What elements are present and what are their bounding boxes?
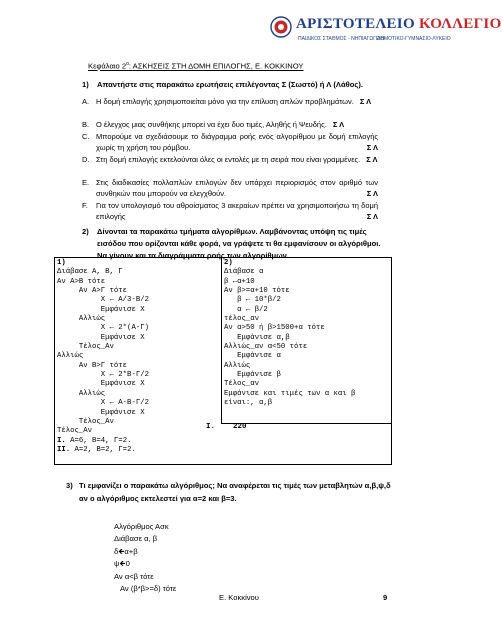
code-line: είναι:, α,β <box>224 399 273 408</box>
school-seal-icon <box>270 16 292 38</box>
code-line: Χ ← Α/3-Β/2 <box>57 296 149 305</box>
item-text: Μπορούμε να σχεδιάσουμε το διάγραμμα ροής ενός αλγορίθμου με δομή επιλογής χωρίς τη χρήση του ρόμβου. <box>96 132 378 153</box>
code-line: α ← β/2 <box>224 305 268 314</box>
algorithm-1-code <box>57 259 149 455</box>
answer-label: Ι. <box>206 423 216 431</box>
code-line: Εμφάνισε Χ <box>57 333 145 342</box>
code-line: Τέλος_αν <box>224 380 260 389</box>
answer-value: 220 <box>233 423 247 431</box>
q1-item-e <box>82 177 378 200</box>
page-number: 9 <box>383 593 388 602</box>
item-statement: Στη δομή επιλογής εκτελούνται όλες οι εντολές με τη σειρά που είναι γραμμένες. <box>96 155 361 164</box>
code-line: Αλλιώς_αν α<50 τότε <box>224 343 308 352</box>
question-2-number: 2) <box>82 227 89 236</box>
algo-line: ψ🡸0 <box>114 559 130 569</box>
algo-line: Αν α<β τότε <box>114 571 154 581</box>
algorithm-2-answer <box>206 423 247 431</box>
item-letter: F. <box>82 201 88 210</box>
algorithm-code-box <box>54 257 392 465</box>
question-3-algorithm <box>114 521 176 595</box>
code-line: Εμφάνισε α,β <box>224 333 290 342</box>
algorithm-2-code <box>224 259 355 409</box>
item-text <box>82 119 378 130</box>
true-false-choice: Σ Λ <box>366 155 378 164</box>
footer-author: Ε. Κοκκίνου <box>219 593 259 602</box>
chapter-prefix: Κεφάλαιο 2 <box>88 61 127 71</box>
code-line: Αν α>50 ή β>1500+α τότε <box>224 324 325 333</box>
item-text <box>82 96 378 107</box>
code-line: β ←α+10 <box>224 277 255 286</box>
code-line: Χ ← Α-Β-Γ/2 <box>57 399 149 408</box>
code-line: Αν Α>Β τότε <box>57 277 106 286</box>
code-line: Αν β>=α+10 τότε <box>224 287 290 296</box>
code-line: Αν Α>Γ τότε <box>57 287 128 296</box>
item-statement: Ο έλεγχος μιας συνθήκης μπορεί να έχει δυο τιμές, Αληθής ή Ψευδής. <box>96 120 327 129</box>
logo-subtitle-right: ΔΗΜΟΤΙΚΟ-ΓΥΜΝΑΣΙΟ-ΛΥΚΕΙΟ <box>377 36 451 42</box>
code-line: Χ ← 2*Β-Γ/2 <box>57 371 149 380</box>
item-letter: A. <box>82 97 90 106</box>
code-line: Διάβασε Α, Β, Γ <box>57 268 123 277</box>
logo-part-1: ΑΡΙΣΤΟΤΕΛΕΙΟ <box>296 16 415 32</box>
q1-item-b <box>82 119 378 130</box>
code-line: Αλλιώς <box>57 352 84 361</box>
code-line: 1) <box>57 259 66 267</box>
logo-part-2: ΚΟΛΛΕΓΙΟ <box>418 16 502 32</box>
item-letter: B. <box>82 120 90 129</box>
q1-item-c <box>82 131 378 154</box>
true-false-choice: Σ Λ <box>332 120 345 129</box>
code-line: ΙΙ. Α=2, Β=2, Γ=2. <box>57 445 136 454</box>
item-letter: C. <box>82 132 90 141</box>
true-false-choice: Σ Λ <box>366 212 378 222</box>
code-line: Αλλιώς <box>57 389 106 398</box>
algo-line: δ🡸α+β <box>114 546 138 556</box>
true-false-choice: Σ Λ <box>366 189 378 199</box>
logo-subtitle-left: ΠΑΙΔΙΚΟΣ ΣΤΑΘΜΟΣ - ΝΗΠΙΑΓΩΓΕΙΟ <box>298 36 385 42</box>
chapter-sup: ο <box>126 61 129 67</box>
code-line: Αν Β>Γ τότε <box>57 361 128 370</box>
item-text <box>82 154 378 165</box>
item-text: Για τον υπολογισμό του αθροίσματος 3 ακεραίων πρέπει να χρησιμοποιήσω τη δομή επιλογής <box>96 201 378 222</box>
item-letter: D. <box>82 155 90 164</box>
code-line: Ι. Α=6, Β=4, Γ=2. <box>57 436 132 445</box>
question-2-text: Δίνονται τα παρακάτω τμήματα αλγορίθμων. Λαμβάνοντας υπόψη τις τιμές εισόδου που ορίζονται κάθε φορά, να γράψετε τι θα εμφανίσουν οι αλγόριθμοι. Να γίνουν και τα διαγράμματα ροής των αλγορίθμων. <box>97 227 381 260</box>
case-label: ΙΙ. <box>57 445 71 454</box>
code-line: Εμφάνισε Χ <box>57 305 145 314</box>
code-line: Εμφάνισε Χ <box>57 408 145 417</box>
algo-line: Αν (β*β>=δ) τότε <box>120 584 177 594</box>
question-3-heading <box>66 480 392 505</box>
question-1-text: Απαντήστε στις παρακάτω ερωτήσεις επιλέγοντας Σ (Σωστό) ή Λ (Λάθος). <box>97 80 363 89</box>
code-line: Αλλιώς <box>224 361 251 370</box>
school-logo <box>270 16 502 50</box>
code-line: Αλλιώς <box>57 315 106 324</box>
code-line: τέλος_αν <box>224 315 260 324</box>
question-3-text: Τι εμφανίζει ο παρακάτω αλγόριθμος; Να αναφέρεται τις τιμές των μεταβλητών α,β,ψ,δ αν ο αλγόριθμος εκτελεστεί για α=2 και β=3. <box>79 481 391 503</box>
logo-wordmark <box>296 16 502 33</box>
code-line: Τέλος_Αν <box>57 427 93 436</box>
code-line: Τέλος_Αν <box>57 343 114 352</box>
chapter-rest: : ΑΣΚΗΣΕΙΣ ΣΤΗ ΔΟΜΗ ΕΠΙΛΟΓΗΣ, Ε. ΚΟΚΚΙΝΟΥ <box>128 61 304 71</box>
question-1-heading <box>82 79 392 91</box>
code-line: Εμφάνισε α <box>224 352 281 361</box>
chapter-title <box>88 61 303 71</box>
true-false-choice: Σ Λ <box>359 97 372 106</box>
item-letter: E. <box>82 178 90 187</box>
case-label: Ι. <box>57 436 66 445</box>
q1-item-a <box>82 96 378 107</box>
algo-line: Αλγόριθμος Ασκ <box>114 522 169 531</box>
code-line: Εμφάνισε και τιμές των α και β <box>224 389 356 398</box>
q1-item-f <box>82 200 378 223</box>
code-line: 2) <box>224 259 233 267</box>
item-text: Στις διαδικασίες πολλαπλών επιλογών δεν υπάρχει περιορισμός στον αριθμό των συνθηκών που μπορούν να ελεγχθούν. <box>96 178 378 199</box>
code-line: Διάβασε α <box>224 268 264 277</box>
code-line: Εμφάνισε β <box>224 371 281 380</box>
algo-line: Διάβασε α, β <box>114 534 158 544</box>
q1-item-d <box>82 154 378 165</box>
code-line: β ← 10*β/2 <box>224 296 281 305</box>
column-divider <box>221 258 222 423</box>
question-1-number: 1) <box>82 80 89 89</box>
code-line: Χ ← 2*(Α-Γ) <box>57 324 149 333</box>
question-3-number: 3) <box>66 481 73 490</box>
code-line: Εμφάνισε Χ <box>57 380 145 389</box>
code-line: Τέλος_Αν <box>57 417 114 426</box>
item-statement: Η δομή επιλογής χρησιμοποιείται μόνο για την επίλυση απλών προβλημάτων. <box>96 97 354 106</box>
true-false-choice: Σ Λ <box>366 143 378 153</box>
